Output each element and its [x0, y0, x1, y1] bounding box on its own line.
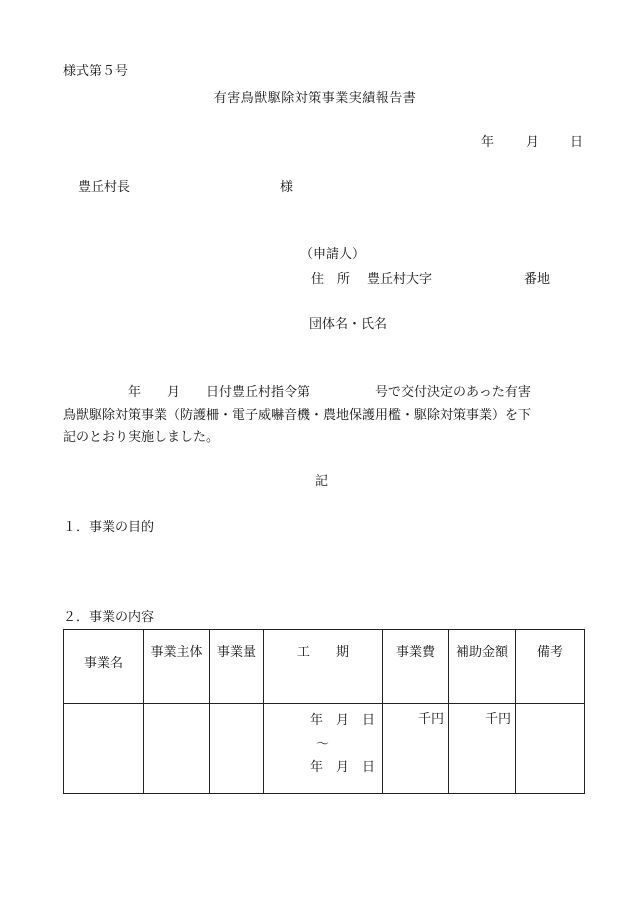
section-content-heading: ２．事業の内容 — [63, 610, 155, 625]
date-year: 年 — [481, 135, 495, 150]
cell-project-name[interactable] — [64, 704, 144, 794]
header-period: 工 期 — [264, 630, 383, 704]
header-subsidy: 補助金額 — [449, 630, 516, 704]
header-entity: 事業主体 — [144, 630, 210, 704]
address-label: 住 所 — [311, 272, 351, 287]
address-banchi: 番地 — [524, 272, 551, 287]
date-day: 日 — [570, 135, 584, 150]
header-remarks: 備考 — [516, 630, 585, 704]
address-value: 豊丘村大字 — [367, 272, 433, 287]
cell-quantity[interactable] — [210, 704, 264, 794]
cell-period[interactable] — [264, 704, 383, 794]
period-end: 年 月 日 — [310, 760, 376, 775]
cell-remarks[interactable] — [516, 704, 585, 794]
ki-heading: 記 — [315, 474, 329, 489]
table-header-row — [64, 630, 585, 704]
project-details-table — [63, 629, 585, 794]
section-purpose-heading: １．事業の目的 — [63, 520, 155, 535]
table-row — [64, 704, 585, 794]
period-separator: ～ — [316, 737, 330, 752]
subsidy-unit: 千円 — [484, 712, 511, 727]
addressee-honorific: 様 — [280, 180, 294, 195]
period-start: 年 月 日 — [310, 713, 376, 728]
cell-subsidy[interactable] — [449, 704, 516, 794]
header-quantity: 事業量 — [210, 630, 264, 704]
cell-entity[interactable] — [144, 704, 210, 794]
header-project-name: 事業名 — [64, 630, 144, 704]
addressee-name: 豊丘村長 — [78, 180, 131, 195]
applicant-heading: （申請人） — [300, 247, 366, 262]
report-body — [63, 382, 583, 450]
cost-unit: 千円 — [417, 712, 444, 727]
body-line: 年 月 日付豊丘村指令第 号で交付決定のあった有害 — [63, 385, 531, 400]
document-title: 有害鳥獣駆除対策事業実績報告書 — [213, 91, 417, 106]
cell-cost[interactable] — [383, 704, 449, 794]
body-line: 鳥獣駆除対策事業（防護柵・電子威嚇音機・農地保護用檻・駆除対策事業）を下 — [63, 407, 532, 423]
form-number: 様式第５号 — [63, 64, 129, 79]
org-name-label: 団体名・氏名 — [309, 317, 388, 332]
date-month: 月 — [526, 135, 540, 150]
header-cost: 事業費 — [383, 630, 449, 704]
body-line: 記のとおり実施しました。 — [63, 430, 220, 445]
